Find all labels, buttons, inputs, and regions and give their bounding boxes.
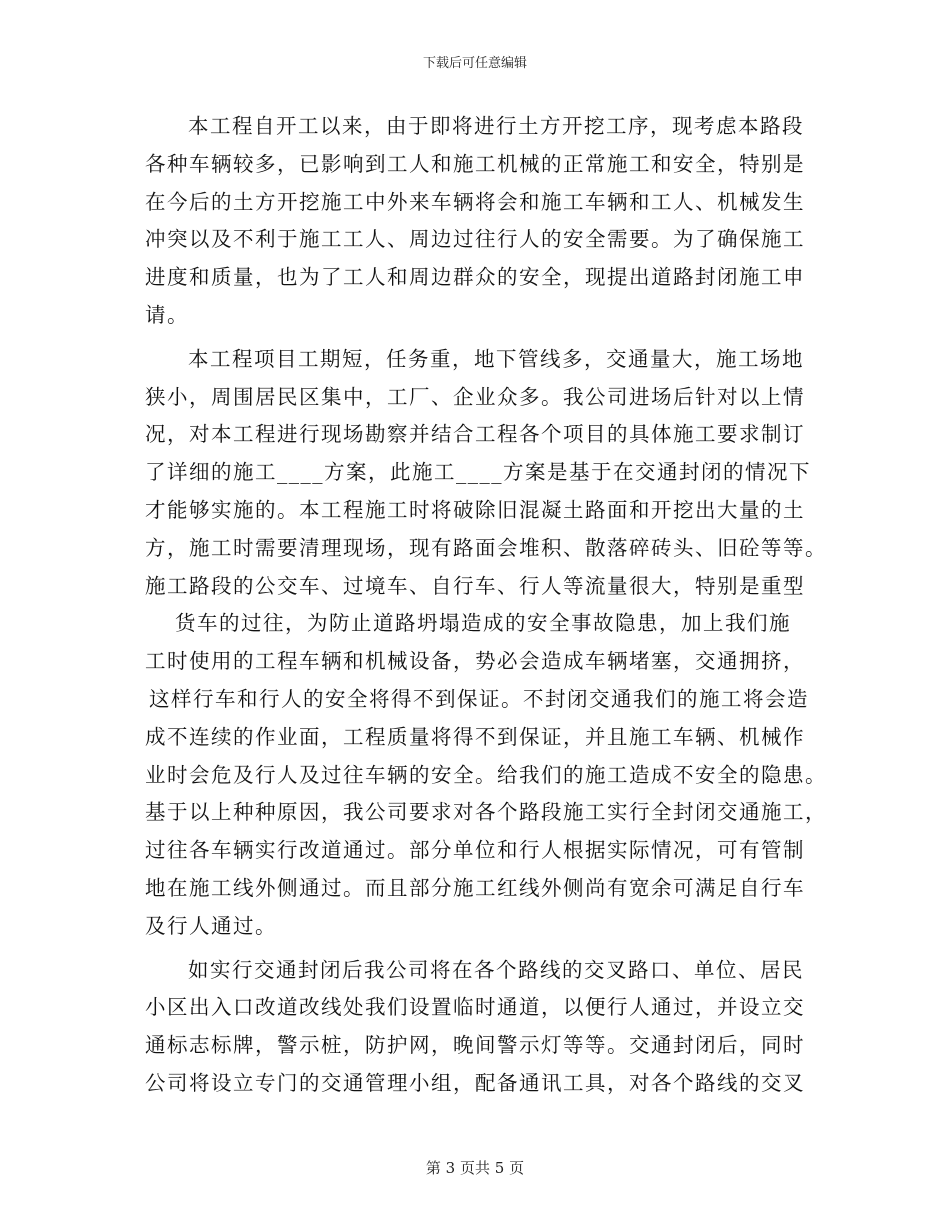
text-line: 如实行交通封闭后我公司将在各个路线的交叉路口、单位、居民: [188, 957, 804, 982]
text-line: 及行人通过。: [145, 913, 277, 938]
text-line: 成不连续的作业面，工程质量将得不到保证，并且施工车辆、机械作: [145, 724, 805, 749]
text-line: 各种车辆较多，已影响到工人和施工机械的正常施工和安全，特别是: [145, 151, 805, 176]
page-header: 下载后可任意编辑: [422, 56, 527, 71]
text-line: 狭小，周围居民区集中，工厂、企业众多。我公司进场后针对以上情: [145, 384, 805, 409]
text-line: 本工程项目工期短，任务重，地下管线多，交通量大，施工场地: [188, 346, 804, 371]
text-line: 货车的过往，为防止道路坍塌造成的安全事故隐患，加上我们施: [175, 611, 791, 636]
text-line: 况，对本工程进行现场勘察并结合工程各个项目的具体施工要求制订: [145, 422, 805, 447]
text-line: 业时会危及行人及过往车辆的安全。给我们的施工造成不安全的隐患。: [145, 762, 827, 787]
paragraph-4: [145, 952, 805, 1103]
text-line: 施工路段的公交车、过境车、自行车、行人等流量很大，特别是重型: [145, 573, 805, 598]
text-line: 公司将设立专门的交通管理小组，配备通讯工具，对各个路线的交叉: [145, 1070, 805, 1095]
text-line: 才能够实施的。本工程施工时将破除旧混凝土路面和开挖出大量的土: [145, 497, 805, 522]
text-line: 小区出入口改道改线处我们设置临时通道，以便行人通过，并设立交: [145, 995, 805, 1020]
text-line: 进度和质量，也为了工人和周边群众的安全，现提出道路封闭施工申: [145, 265, 805, 290]
text-line: 本工程自开工以来，由于即将进行土方开挖工序，现考虑本路段: [188, 114, 804, 138]
text-line: 在今后的土方开挖施工中外来车辆将会和施工车辆和工人、机械发生: [145, 189, 805, 214]
text-line: 方，施工时需要清理现场，现有路面会堆积、散落碎砖头、旧砼等等。: [145, 535, 827, 560]
text-line: 工时使用的工程车辆和机械设备，势必会造成车辆堵塞，交通拥挤，: [145, 649, 805, 674]
text-line: 通标志标牌，警示桩，防护网，晚间警示灯等等。交通封闭后，同时: [145, 1033, 805, 1058]
text-line: 地在施工线外侧通过。而且部分施工红线外侧尚有宽余可满足自行车: [145, 875, 805, 900]
paragraph-3: [145, 605, 827, 945]
text-line: 了详细的施工____方案，此施工____方案是基于在交通封闭的情况下: [145, 460, 811, 485]
paragraph-2: [145, 341, 827, 606]
document-body: [145, 108, 827, 1103]
text-line: 这样行车和行人的安全将得不到保证。不封闭交通我们的施工将会造: [149, 686, 809, 711]
page-number: 第 3 页共 5 页: [425, 1159, 525, 1177]
paragraph-1: [145, 108, 805, 335]
text-line: 请。: [145, 302, 189, 327]
text-line: 过往各车辆实行改道通过。部分单位和行人根据实际情况，可有管制: [145, 838, 805, 863]
text-line: 冲突以及不利于施工工人、周边过往行人的安全需要。为了确保施工: [145, 227, 805, 252]
text-line: 基于以上种种原因，我公司要求对各个路段施工实行全封闭交通施工，: [145, 800, 827, 825]
